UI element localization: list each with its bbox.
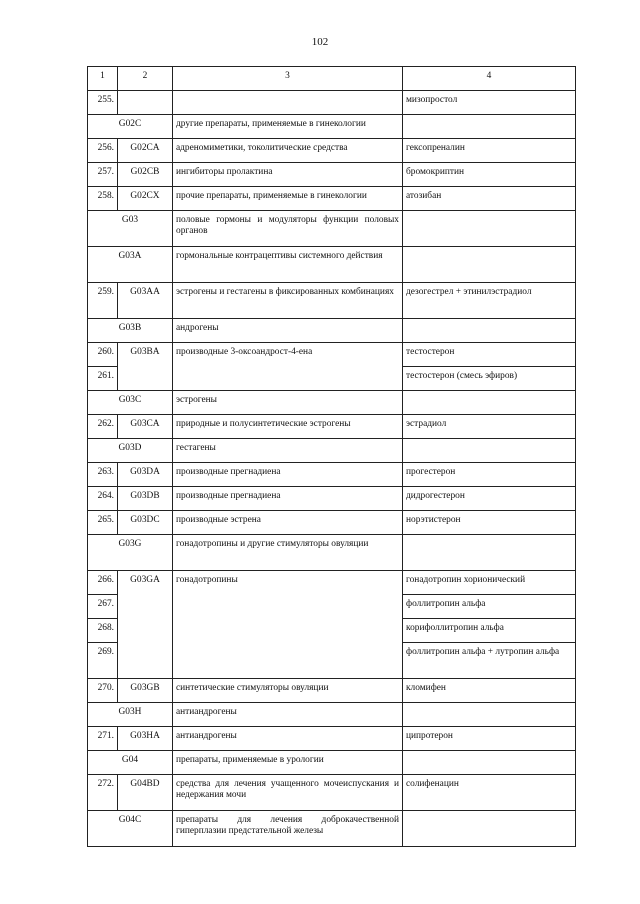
atc-group-code: G03B <box>88 319 173 343</box>
group-row <box>88 115 576 139</box>
row-number: 255. <box>88 91 118 115</box>
table-row <box>88 571 576 595</box>
atc-code-cell: G03DC <box>118 511 173 535</box>
description-cell: андрогены <box>173 319 403 343</box>
drug-name: солифенацин <box>403 775 576 811</box>
table-row <box>88 343 576 367</box>
description-cell: препараты для лечения доброкачественной гиперплазии предстательной железы <box>173 811 403 847</box>
atc-group-code: G03H <box>88 703 173 727</box>
description-cell: гормональные контрацептивы системного действия <box>173 247 403 283</box>
drug-name: гексопреналин <box>403 139 576 163</box>
table-row <box>88 775 576 811</box>
description-cell: синтетические стимуляторы овуляции <box>173 679 403 703</box>
atc-code-cell: G02CA <box>118 139 173 163</box>
atc-code-cell: G03GA <box>118 571 173 679</box>
table-row <box>88 511 576 535</box>
drug-name: атозибан <box>403 187 576 211</box>
group-row <box>88 211 576 247</box>
table-row <box>88 187 576 211</box>
group-row <box>88 319 576 343</box>
row-number: 270. <box>88 679 118 703</box>
description-cell: другие препараты, применяемые в гинекологии <box>173 115 403 139</box>
table-row <box>88 283 576 319</box>
drug-name: тестостерон <box>403 343 576 367</box>
description-cell: прочие препараты, применяемые в гинекологии <box>173 187 403 211</box>
description-cell: антиандрогены <box>173 703 403 727</box>
atc-group-code: G04C <box>88 811 173 847</box>
atc-code-cell: G03GB <box>118 679 173 703</box>
row-number: 264. <box>88 487 118 511</box>
atc-code-cell <box>118 91 173 115</box>
description-cell: эстрогены и гестагены в фиксированных комбинациях <box>173 283 403 319</box>
table-row <box>88 727 576 751</box>
row-number: 259. <box>88 283 118 319</box>
description-cell: гонадотропины и другие стимуляторы овуляции <box>173 535 403 571</box>
table-row <box>88 487 576 511</box>
row-number: 271. <box>88 727 118 751</box>
header-cell: 2 <box>118 67 173 91</box>
atc-code-cell: G02CX <box>118 187 173 211</box>
group-row <box>88 811 576 847</box>
row-number: 268. <box>88 619 118 643</box>
drug-name: фоллитропин альфа + лутропин альфа <box>403 643 576 679</box>
description-cell <box>173 91 403 115</box>
atc-code-cell: G02CB <box>118 163 173 187</box>
atc-group-code: G02C <box>88 115 173 139</box>
table-row <box>88 139 576 163</box>
page-number: 102 <box>311 36 329 48</box>
description-cell: антиандрогены <box>173 727 403 751</box>
atc-drug-table <box>87 66 576 847</box>
group-row <box>88 703 576 727</box>
drug-name: корифоллитропин альфа <box>403 619 576 643</box>
atc-code-cell: G04BD <box>118 775 173 811</box>
atc-code-cell: G03CA <box>118 415 173 439</box>
table-row <box>88 91 576 115</box>
row-number: 269. <box>88 643 118 679</box>
row-number: 261. <box>88 367 118 391</box>
drug-name: дезогестрел + этинилэстрадиол <box>403 283 576 319</box>
drug-name: фоллитропин альфа <box>403 595 576 619</box>
header-cell: 4 <box>403 67 576 91</box>
row-number: 267. <box>88 595 118 619</box>
group-row <box>88 751 576 775</box>
description-cell: гонадотропины <box>173 571 403 679</box>
drug-name: прогестерон <box>403 463 576 487</box>
row-number: 263. <box>88 463 118 487</box>
description-cell: производные 3-оксоандрост-4-ена <box>173 343 403 391</box>
row-number: 257. <box>88 163 118 187</box>
drug-name: норэтистерон <box>403 511 576 535</box>
row-number: 262. <box>88 415 118 439</box>
atc-group-code: G03C <box>88 391 173 415</box>
atc-code-cell: G03HA <box>118 727 173 751</box>
atc-group-code: G03G <box>88 535 173 571</box>
row-number: 260. <box>88 343 118 367</box>
description-cell: производные эстрена <box>173 511 403 535</box>
group-row <box>88 247 576 283</box>
group-row <box>88 391 576 415</box>
description-cell: половые гормоны и модуляторы функции половых органов <box>173 211 403 247</box>
row-number: 256. <box>88 139 118 163</box>
drug-name: кломифен <box>403 679 576 703</box>
atc-code-cell: G03DA <box>118 463 173 487</box>
table-row <box>88 415 576 439</box>
header-cell: 1 <box>88 67 118 91</box>
atc-group-code: G03A <box>88 247 173 283</box>
group-row <box>88 535 576 571</box>
atc-group-code: G03 <box>88 211 173 247</box>
row-number: 265. <box>88 511 118 535</box>
description-cell: эстрогены <box>173 391 403 415</box>
description-cell: гестагены <box>173 439 403 463</box>
drug-name: тестостерон (смесь эфиров) <box>403 367 576 391</box>
atc-group-code: G04 <box>88 751 173 775</box>
row-number: 272. <box>88 775 118 811</box>
drug-name: гонадотропин хорионический <box>403 571 576 595</box>
description-cell: препараты, применяемые в урологии <box>173 751 403 775</box>
table-row <box>88 163 576 187</box>
drug-name: эстрадиол <box>403 415 576 439</box>
description-cell: производные прегнадиена <box>173 463 403 487</box>
description-cell: ингибиторы пролактина <box>173 163 403 187</box>
drug-name: бромокриптин <box>403 163 576 187</box>
row-number: 266. <box>88 571 118 595</box>
atc-code-cell: G03BA <box>118 343 173 391</box>
drug-name: мизопростол <box>403 91 576 115</box>
table-row <box>88 463 576 487</box>
description-cell: адреномиметики, токолитические средства <box>173 139 403 163</box>
atc-code-cell: G03DB <box>118 487 173 511</box>
atc-code-cell: G03AA <box>118 283 173 319</box>
table-row <box>88 679 576 703</box>
description-cell: природные и полусинтетические эстрогены <box>173 415 403 439</box>
drug-name: дидрогестерон <box>403 487 576 511</box>
row-number: 258. <box>88 187 118 211</box>
drug-name: ципротерон <box>403 727 576 751</box>
description-cell: производные прегнадиена <box>173 487 403 511</box>
table-header-row <box>88 67 576 91</box>
description-cell: средства для лечения учащенного мочеиспускания и недержания мочи <box>173 775 403 811</box>
atc-group-code: G03D <box>88 439 173 463</box>
group-row <box>88 439 576 463</box>
header-cell: 3 <box>173 67 403 91</box>
